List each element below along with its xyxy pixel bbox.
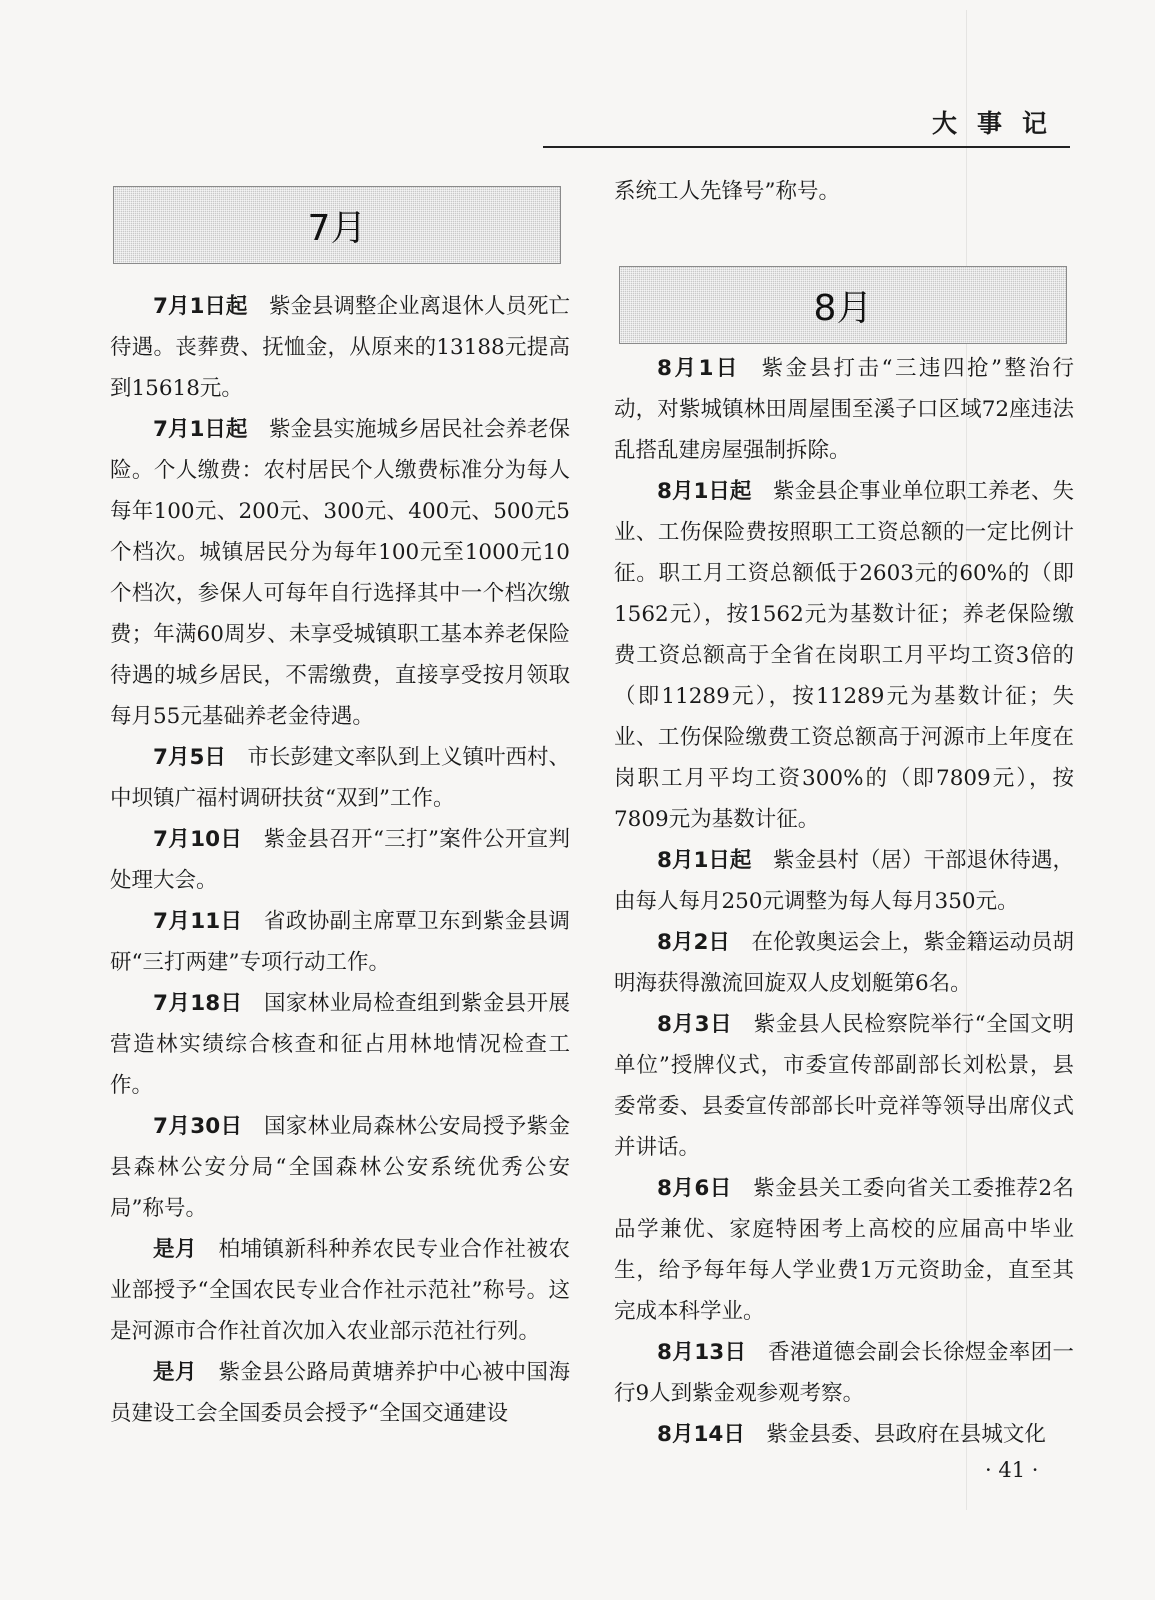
entry-date: 7月1日起: [153, 417, 248, 442]
entry: [110, 286, 570, 409]
entry-text: 紫金县企事业单位职工养老、失业、工伤保险费按照职工工资总额的一定比例计征。职工月工资总额低于2603元的60%的（即1562元），按1562元为基数计征；养老保险缴费工资总额高于全省在岗职工月平均工资3倍的（即11289元），按11289元为基数计征；失业、工伤保险缴费工资总额高于河源市上年度在岗职工月平均工资300%的（即7809元），按7809元为基数计征。: [614, 479, 1074, 832]
entry: [110, 983, 570, 1106]
entry: [110, 1106, 570, 1229]
entry-date: 7月1日起: [153, 294, 248, 319]
entry-text: 紫金县公路局黄塘养护中心被中国海员建设工会全国委员会授予“全国交通建设: [110, 1360, 570, 1426]
entry: [110, 1229, 570, 1352]
entry-date: 8月14日: [657, 1422, 745, 1447]
entry-text: 紫金县实施城乡居民社会养老保险。个人缴费：农村居民个人缴费标准分为每人每年100元、200元、300元、400元、500元5个档次。城镇居民分为每年100元至1000元10个档次，参保人可每年自行选择其中一个档次缴费；年满60周岁、未享受城镇职工基本养老保险待遇的城乡居民，不需缴费，直接享受按月领取每月55元基础养老金待遇。: [110, 417, 570, 729]
entry-text: 紫金县委、县政府在县城文化: [766, 1422, 1046, 1447]
entry-date: 8月1日起: [657, 479, 752, 504]
entry: [614, 1004, 1074, 1168]
entry-date: 8月1日: [657, 356, 740, 381]
entry-date: 8月6日: [657, 1176, 732, 1201]
entry: [110, 1352, 570, 1434]
entry-text: 紫金县人民检察院举行“全国文明单位”授牌仪式，市委宣传部副部长刘松景，县委常委、县委宣传部部长叶竞祥等领导出席仪式并讲话。: [614, 1012, 1075, 1160]
entry-text: 柏埔镇新科种养农民专业合作社被农业部授予“全国农民专业合作社示范社”称号。这是河源市合作社首次加入农业部示范社行列。: [110, 1237, 570, 1344]
entry-text: 在伦敦奥运会上，紫金籍运动员胡明海获得激流回旋双人皮划艇第6名。: [614, 930, 1074, 996]
entry-date: 是月: [153, 1237, 197, 1262]
continuation-text: 系统工人先锋号”称号。: [614, 179, 840, 204]
entry-text: 紫金县调整企业离退休人员死亡待遇。丧葬费、抚恤金，从原来的13188元提高到15618元。: [110, 294, 570, 401]
right-column: [614, 171, 1074, 1455]
entry: [614, 348, 1074, 471]
entry-date: 是月: [153, 1360, 197, 1385]
entry: [614, 1168, 1074, 1332]
entry: [614, 840, 1074, 922]
running-header: 大事记: [932, 109, 1068, 138]
entry-text: 香港道德会副会长徐煜金率团一行9人到紫金观参观考察。: [614, 1340, 1074, 1406]
entry-text: 市长彭建文率队到上义镇叶西村、中坝镇广福村调研扶贫“双到”工作。: [110, 745, 570, 811]
entry-text: 国家林业局森林公安局授予紫金县森林公安分局“全国森林公安系统优秀公安局”称号。: [110, 1114, 570, 1221]
left-column: [110, 286, 570, 1434]
entry-text: 紫金县关工委向省关工委推荐2名品学兼优、家庭特困考上高校的应届高中毕业生，给予每年每人学业费1万元资助金，直至其完成本科学业。: [614, 1176, 1075, 1324]
page-number: · 41 ·: [985, 1458, 1039, 1482]
entry-date: 8月13日: [657, 1340, 747, 1365]
entry: [614, 471, 1074, 840]
entry-date: 7月5日: [153, 745, 226, 770]
entry: [110, 901, 570, 983]
entry-date: 8月2日: [657, 930, 730, 955]
entry: [614, 1414, 1074, 1455]
entry-date: 8月3日: [657, 1012, 733, 1037]
entry-date: 7月30日: [153, 1114, 243, 1139]
entry: [110, 737, 570, 819]
entry: [614, 1332, 1074, 1414]
entry: [110, 409, 570, 737]
entry-text: 国家林业局检查组到紫金县开展营造林实绩综合核查和征占用林地情况检查工作。: [110, 991, 570, 1098]
entry: [614, 922, 1074, 1004]
entry-date: 7月10日: [153, 827, 243, 852]
entry-date: 7月11日: [153, 909, 243, 934]
header-rule: [543, 146, 1070, 148]
month-heading-august: 8月: [619, 266, 1067, 344]
entry-date: 7月18日: [153, 991, 243, 1016]
entry: [110, 819, 570, 901]
entry-text: 紫金县村（居）干部退休待遇，由每人每月250元调整为每人每月350元。: [614, 848, 1074, 914]
entry-date: 8月1日起: [657, 848, 752, 873]
entry-text: 紫金县打击“三违四抢”整治行动，对紫城镇林田周屋围至溪子口区域72座违法乱搭乱建房屋强制拆除。: [614, 356, 1075, 463]
entry-text: 紫金县召开“三打”案件公开宣判处理大会。: [110, 827, 570, 893]
month-heading-july: 7月: [113, 186, 561, 264]
entry-text: 省政协副主席覃卫东到紫金县调研“三打两建”专项行动工作。: [110, 909, 570, 975]
